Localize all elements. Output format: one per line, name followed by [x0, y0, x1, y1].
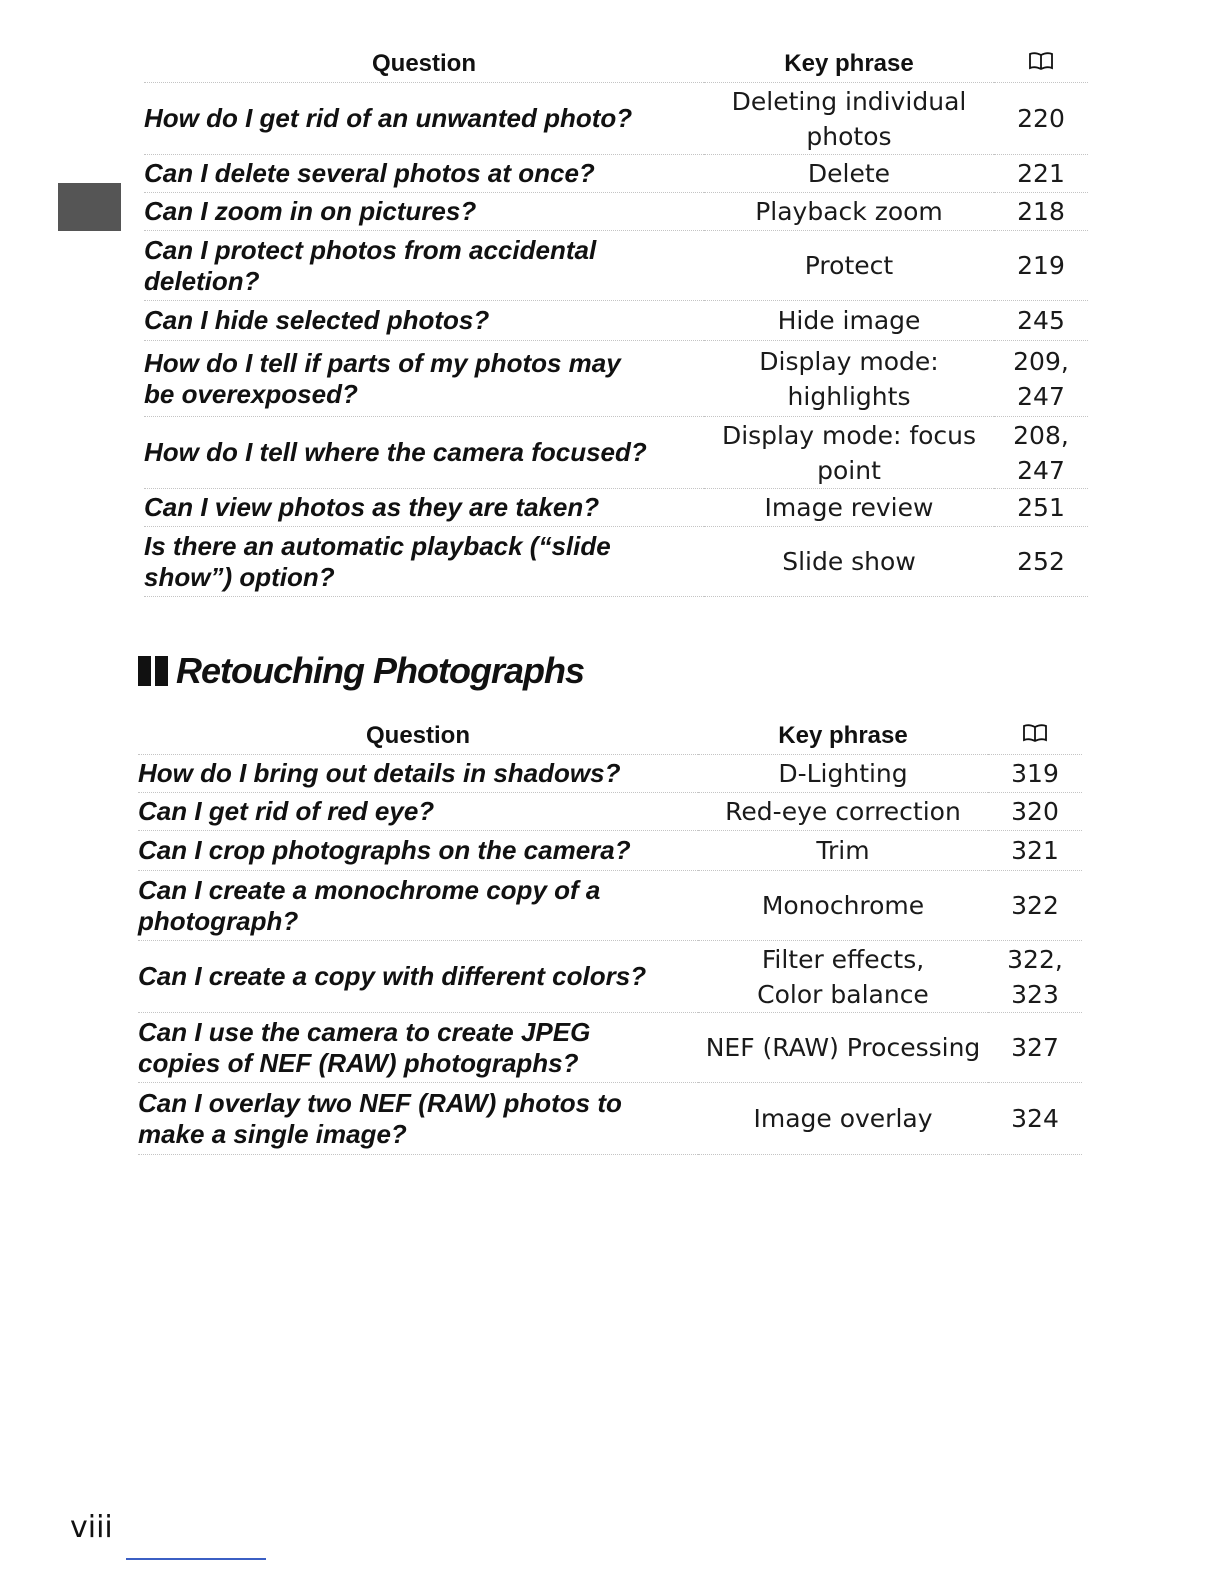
question-cell: Can I overlay two NEF (RAW) photos to make a single image? [138, 1083, 698, 1155]
book-icon [1022, 723, 1048, 743]
table-row [144, 489, 1088, 527]
table-row [138, 871, 1082, 941]
page-footer-rule [126, 1558, 266, 1560]
book-icon [1028, 51, 1054, 71]
section-heading-text: Retouching Photographs [176, 650, 584, 691]
table-header-row [138, 710, 1082, 755]
table-row [144, 341, 1088, 417]
column-header-page [988, 710, 1082, 755]
page-reference-cell: 219 [994, 231, 1088, 301]
key-phrase-cell: D-Lighting [698, 755, 988, 793]
key-phrase-cell: Monochrome [698, 871, 988, 941]
key-phrase-cell: Display mode: highlights [704, 341, 994, 417]
table-row [144, 527, 1088, 597]
page-reference-cell: 209, 247 [994, 341, 1088, 417]
page-reference-cell: 208, 247 [994, 417, 1088, 489]
question-cell: Can I protect photos from accidental deletion? [144, 231, 704, 301]
table-row [138, 755, 1082, 793]
key-phrase-cell: Image review [704, 489, 994, 527]
table-row [144, 193, 1088, 231]
heading-bars-icon [138, 656, 170, 686]
page-reference-cell: 252 [994, 527, 1088, 597]
table-row [138, 831, 1082, 871]
page-reference-cell: 245 [994, 301, 1088, 341]
page-reference-cell: 322, 323 [988, 941, 1082, 1013]
question-cell: Can I use the camera to create JPEG copies of NEF (RAW) photographs? [138, 1013, 698, 1083]
question-cell: Can I hide selected photos? [144, 301, 704, 341]
key-phrase-cell: Deleting individual photos [704, 83, 994, 155]
chapter-tab-marker [58, 183, 121, 231]
key-phrase-cell: Display mode: focus point [704, 417, 994, 489]
question-cell: Can I create a monochrome copy of a photograph? [138, 871, 698, 941]
page-reference-cell: 221 [994, 155, 1088, 193]
question-cell: How do I get rid of an unwanted photo? [144, 83, 704, 155]
key-phrase-cell: Delete [704, 155, 994, 193]
key-phrase-cell: NEF (RAW) Processing [698, 1013, 988, 1083]
page-reference-cell: 251 [994, 489, 1088, 527]
column-header-page [994, 38, 1088, 83]
table-row [144, 155, 1088, 193]
table-row [144, 417, 1088, 489]
key-phrase-cell: Filter effects, Color balance [698, 941, 988, 1013]
question-cell: How do I bring out details in shadows? [138, 755, 698, 793]
column-header-key-phrase: Key phrase [698, 710, 988, 755]
question-cell: Can I create a copy with different colors? [138, 941, 698, 1013]
key-phrase-cell: Hide image [704, 301, 994, 341]
question-cell: Is there an automatic playback (“slide show”) option? [144, 527, 704, 597]
page-reference-cell: 322 [988, 871, 1082, 941]
section-heading-retouching [138, 650, 584, 692]
question-cell: How do I tell where the camera focused? [144, 417, 704, 489]
key-phrase-cell: Image overlay [698, 1083, 988, 1155]
table-row [138, 1083, 1082, 1155]
question-cell: Can I crop photographs on the camera? [138, 831, 698, 871]
page-reference-cell: 320 [988, 793, 1082, 831]
table-row [144, 231, 1088, 301]
question-cell: Can I delete several photos at once? [144, 155, 704, 193]
table-row [138, 941, 1082, 1013]
page-reference-cell: 321 [988, 831, 1082, 871]
page-reference-cell: 319 [988, 755, 1082, 793]
page-reference-cell: 218 [994, 193, 1088, 231]
page-reference-cell: 327 [988, 1013, 1082, 1083]
table-header-row [144, 38, 1088, 83]
key-phrase-cell: Trim [698, 831, 988, 871]
question-cell: Can I zoom in on pictures? [144, 193, 704, 231]
column-header-key-phrase: Key phrase [704, 38, 994, 83]
question-cell: Can I view photos as they are taken? [144, 489, 704, 527]
question-cell: How do I tell if parts of my photos may be overexposed? [144, 341, 704, 417]
key-phrase-cell: Protect [704, 231, 994, 301]
faq-table-retouching [138, 710, 1082, 1155]
key-phrase-cell: Playback zoom [704, 193, 994, 231]
page-reference-cell: 324 [988, 1083, 1082, 1155]
table-row [144, 301, 1088, 341]
page-reference-cell: 220 [994, 83, 1088, 155]
column-header-question: Question [138, 710, 698, 755]
table-row [138, 793, 1082, 831]
key-phrase-cell: Red-eye correction [698, 793, 988, 831]
table-row [144, 83, 1088, 155]
question-cell: Can I get rid of red eye? [138, 793, 698, 831]
faq-table-playback [144, 38, 1088, 597]
key-phrase-cell: Slide show [704, 527, 994, 597]
column-header-question: Question [144, 38, 704, 83]
page-number: viii [70, 1510, 113, 1545]
table-row [138, 1013, 1082, 1083]
